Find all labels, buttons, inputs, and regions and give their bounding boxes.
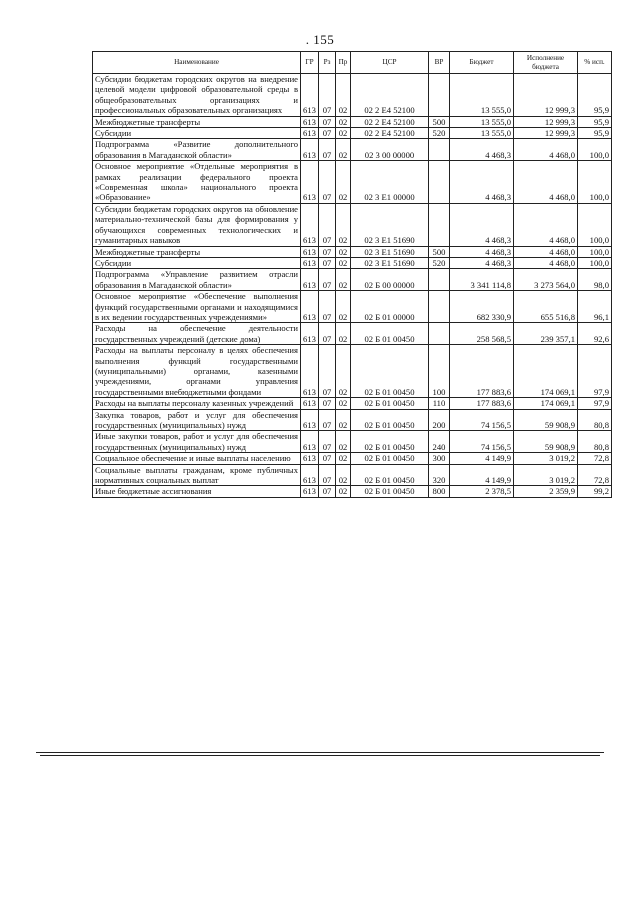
cell-rz: 07 (319, 269, 336, 291)
cell-pr: 02 (336, 74, 351, 117)
table-row (93, 431, 612, 453)
cell-rz: 07 (319, 257, 336, 268)
cell-gr: 613 (301, 323, 319, 345)
cell-pct: 92,6 (578, 323, 612, 345)
cell-execution: 174 069,1 (514, 398, 578, 409)
cell-csr: 02 Б 01 00450 (351, 453, 429, 464)
cell-pct: 100,0 (578, 257, 612, 268)
cell-execution: 59 908,9 (514, 431, 578, 453)
cell-vr: 110 (429, 398, 450, 409)
cell-vr: 520 (429, 257, 450, 268)
table-header-row (93, 52, 612, 74)
cell-name: Закупка товаров, работ и услуг для обеспечения государственных (муниципальных) нужд (93, 409, 301, 431)
cell-name: Межбюджетные трансферты (93, 116, 301, 127)
cell-pct: 72,8 (578, 453, 612, 464)
cell-rz: 07 (319, 246, 336, 257)
cell-execution: 4 468,0 (514, 161, 578, 204)
cell-csr: 02 2 E4 52100 (351, 128, 429, 139)
cell-pr: 02 (336, 128, 351, 139)
header-gr: ГР (301, 52, 319, 74)
header-vr: ВР (429, 52, 450, 74)
table-row (93, 269, 612, 291)
cell-pct: 95,9 (578, 116, 612, 127)
cell-pr: 02 (336, 409, 351, 431)
cell-name: Расходы на обеспечение деятельности государственных учреждений (детские дома) (93, 323, 301, 345)
cell-rz: 07 (319, 323, 336, 345)
cell-budget: 177 883,6 (450, 345, 514, 398)
cell-budget: 3 341 114,8 (450, 269, 514, 291)
cell-vr: 320 (429, 464, 450, 486)
cell-csr: 02 3 00 00000 (351, 139, 429, 161)
table-row (93, 323, 612, 345)
cell-name: Основное мероприятие «Отдельные мероприятия в рамках реализации федерального проекта «Современная школа» национального проекта «Образование» (93, 161, 301, 204)
table-row (93, 398, 612, 409)
cell-name: Социальные выплаты гражданам, кроме публичных нормативных социальных выплат (93, 464, 301, 486)
cell-pct: 97,9 (578, 345, 612, 398)
cell-rz: 07 (319, 161, 336, 204)
cell-pr: 02 (336, 257, 351, 268)
cell-pr: 02 (336, 345, 351, 398)
cell-budget: 4 468,3 (450, 203, 514, 246)
header-pr: Пр (336, 52, 351, 74)
cell-pct: 80,8 (578, 431, 612, 453)
cell-pr: 02 (336, 453, 351, 464)
cell-gr: 613 (301, 116, 319, 127)
cell-rz: 07 (319, 128, 336, 139)
cell-vr: 100 (429, 345, 450, 398)
table-row (93, 128, 612, 139)
cell-pct: 100,0 (578, 139, 612, 161)
budget-table (92, 51, 612, 498)
cell-name: Социальное обеспечение и иные выплаты населению (93, 453, 301, 464)
cell-execution: 4 468,0 (514, 139, 578, 161)
cell-pr: 02 (336, 269, 351, 291)
cell-budget: 177 883,6 (450, 398, 514, 409)
header-execution: Исполнение бюджета (514, 52, 578, 74)
cell-pct: 72,8 (578, 464, 612, 486)
cell-execution: 174 069,1 (514, 345, 578, 398)
cell-budget: 4 149,9 (450, 453, 514, 464)
header-budget: Бюджет (450, 52, 514, 74)
cell-pct: 100,0 (578, 203, 612, 246)
cell-gr: 613 (301, 409, 319, 431)
cell-gr: 613 (301, 246, 319, 257)
cell-vr (429, 161, 450, 204)
cell-gr: 613 (301, 269, 319, 291)
cell-csr: 02 Б 01 00450 (351, 409, 429, 431)
cell-name: Расходы на выплаты персоналу в целях обеспечения выполнения функций государственными (муниципальными) органами, казенными учреждениями, органами управления государственными внебюджетными фондами (93, 345, 301, 398)
page-number: . 155 (305, 32, 335, 47)
cell-gr: 613 (301, 161, 319, 204)
cell-execution: 4 468,0 (514, 246, 578, 257)
header-pct: % исп. (578, 52, 612, 74)
cell-name: Подпрограмма «Развитие дополнительного образования в Магаданской области» (93, 139, 301, 161)
cell-pr: 02 (336, 464, 351, 486)
cell-name: Субсидии бюджетам городских округов на обновление материально-технической базы для формирования у обучающихся современных технологических и гуманитарных навыков (93, 203, 301, 246)
cell-name: Межбюджетные трансферты (93, 246, 301, 257)
cell-rz: 07 (319, 398, 336, 409)
cell-execution: 12 999,3 (514, 74, 578, 117)
cell-budget: 13 555,0 (450, 74, 514, 117)
cell-gr: 613 (301, 345, 319, 398)
cell-pct: 96,1 (578, 291, 612, 323)
cell-name: Иные бюджетные ассигнования (93, 486, 301, 497)
cell-csr: 02 2 E4 52100 (351, 74, 429, 117)
cell-pct: 80,8 (578, 409, 612, 431)
cell-name: Субсидии бюджетам городских округов на внедрение целевой модели цифровой образовательной среды в общеобразовательных организациях и профессиональных образовательных организациях (93, 74, 301, 117)
cell-gr: 613 (301, 257, 319, 268)
cell-pct: 100,0 (578, 161, 612, 204)
cell-pct: 98,0 (578, 269, 612, 291)
cell-csr: 02 Б 01 00000 (351, 291, 429, 323)
cell-name: Расходы на выплаты персоналу казенных учреждений (93, 398, 301, 409)
cell-csr: 02 3 E1 51690 (351, 257, 429, 268)
bottom-rule-thin (40, 755, 600, 756)
cell-execution: 4 468,0 (514, 257, 578, 268)
cell-name: Подпрограмма «Управление развитием отрасли образования в Магаданской области» (93, 269, 301, 291)
cell-execution: 4 468,0 (514, 203, 578, 246)
cell-rz: 07 (319, 431, 336, 453)
table-row (93, 161, 612, 204)
table-row (93, 74, 612, 117)
cell-gr: 613 (301, 453, 319, 464)
cell-budget: 4 149,9 (450, 464, 514, 486)
cell-csr: 02 3 E1 51690 (351, 246, 429, 257)
cell-budget: 13 555,0 (450, 116, 514, 127)
cell-rz: 07 (319, 486, 336, 497)
cell-name: Субсидии (93, 257, 301, 268)
cell-budget: 4 468,3 (450, 246, 514, 257)
cell-budget: 2 378,5 (450, 486, 514, 497)
table-row (93, 203, 612, 246)
cell-rz: 07 (319, 464, 336, 486)
cell-budget: 4 468,3 (450, 139, 514, 161)
cell-pr: 02 (336, 161, 351, 204)
cell-pct: 97,9 (578, 398, 612, 409)
table-row (93, 246, 612, 257)
table-row (93, 464, 612, 486)
cell-pr: 02 (336, 323, 351, 345)
cell-gr: 613 (301, 139, 319, 161)
table-row (93, 345, 612, 398)
table-row (93, 409, 612, 431)
cell-gr: 613 (301, 203, 319, 246)
cell-execution: 3 019,2 (514, 464, 578, 486)
cell-vr (429, 323, 450, 345)
cell-rz: 07 (319, 74, 336, 117)
cell-pct: 95,9 (578, 74, 612, 117)
cell-pr: 02 (336, 431, 351, 453)
cell-vr: 500 (429, 246, 450, 257)
cell-csr: 02 Б 01 00450 (351, 323, 429, 345)
table-row (93, 486, 612, 497)
cell-name: Основное мероприятие «Обеспечение выполнения функций государственными органами и находящимися в их ведении государственных учреждениями» (93, 291, 301, 323)
cell-pr: 02 (336, 203, 351, 246)
table-body (93, 74, 612, 498)
cell-csr: 02 3 E1 51690 (351, 203, 429, 246)
table-row (93, 291, 612, 323)
cell-rz: 07 (319, 345, 336, 398)
cell-execution: 12 999,3 (514, 128, 578, 139)
cell-pr: 02 (336, 246, 351, 257)
cell-pr: 02 (336, 398, 351, 409)
cell-budget: 74 156,5 (450, 431, 514, 453)
cell-vr: 300 (429, 453, 450, 464)
cell-execution: 12 999,3 (514, 116, 578, 127)
cell-gr: 613 (301, 398, 319, 409)
cell-pr: 02 (336, 139, 351, 161)
bottom-rule (36, 752, 604, 753)
header-csr: ЦСР (351, 52, 429, 74)
cell-gr: 613 (301, 464, 319, 486)
cell-csr: 02 2 E4 52100 (351, 116, 429, 127)
cell-rz: 07 (319, 453, 336, 464)
cell-pct: 95,9 (578, 128, 612, 139)
header-name: Наименование (93, 52, 301, 74)
cell-budget: 74 156,5 (450, 409, 514, 431)
cell-pr: 02 (336, 291, 351, 323)
cell-budget: 13 555,0 (450, 128, 514, 139)
cell-csr: 02 Б 01 00450 (351, 486, 429, 497)
cell-rz: 07 (319, 203, 336, 246)
cell-vr (429, 269, 450, 291)
cell-gr: 613 (301, 291, 319, 323)
cell-rz: 07 (319, 116, 336, 127)
cell-csr: 02 Б 01 00450 (351, 464, 429, 486)
cell-pr: 02 (336, 116, 351, 127)
cell-vr (429, 291, 450, 323)
cell-pr: 02 (336, 486, 351, 497)
cell-vr: 520 (429, 128, 450, 139)
cell-budget: 682 330,9 (450, 291, 514, 323)
cell-csr: 02 3 E1 00000 (351, 161, 429, 204)
cell-execution: 3 019,2 (514, 453, 578, 464)
cell-execution: 2 359,9 (514, 486, 578, 497)
cell-vr: 240 (429, 431, 450, 453)
cell-vr: 200 (429, 409, 450, 431)
cell-csr: 02 Б 01 00450 (351, 345, 429, 398)
cell-vr: 800 (429, 486, 450, 497)
table-row (93, 257, 612, 268)
cell-rz: 07 (319, 291, 336, 323)
table-row (93, 139, 612, 161)
cell-vr (429, 203, 450, 246)
cell-vr: 500 (429, 116, 450, 127)
cell-vr (429, 74, 450, 117)
cell-name: Субсидии (93, 128, 301, 139)
cell-rz: 07 (319, 409, 336, 431)
cell-gr: 613 (301, 486, 319, 497)
cell-csr: 02 Б 01 00450 (351, 398, 429, 409)
cell-gr: 613 (301, 128, 319, 139)
cell-execution: 3 273 564,0 (514, 269, 578, 291)
cell-budget: 4 468,3 (450, 257, 514, 268)
cell-rz: 07 (319, 139, 336, 161)
cell-execution: 239 357,1 (514, 323, 578, 345)
cell-name: Иные закупки товаров, работ и услуг для обеспечения государственных (муниципальных) нужд (93, 431, 301, 453)
cell-execution: 59 908,9 (514, 409, 578, 431)
table-row (93, 116, 612, 127)
cell-budget: 4 468,3 (450, 161, 514, 204)
cell-gr: 613 (301, 431, 319, 453)
table-row (93, 453, 612, 464)
cell-pct: 99,2 (578, 486, 612, 497)
cell-csr: 02 Б 00 00000 (351, 269, 429, 291)
header-rz: Рз (319, 52, 336, 74)
cell-budget: 258 568,5 (450, 323, 514, 345)
cell-csr: 02 Б 01 00450 (351, 431, 429, 453)
cell-vr (429, 139, 450, 161)
cell-execution: 655 516,8 (514, 291, 578, 323)
cell-gr: 613 (301, 74, 319, 117)
cell-pct: 100,0 (578, 246, 612, 257)
